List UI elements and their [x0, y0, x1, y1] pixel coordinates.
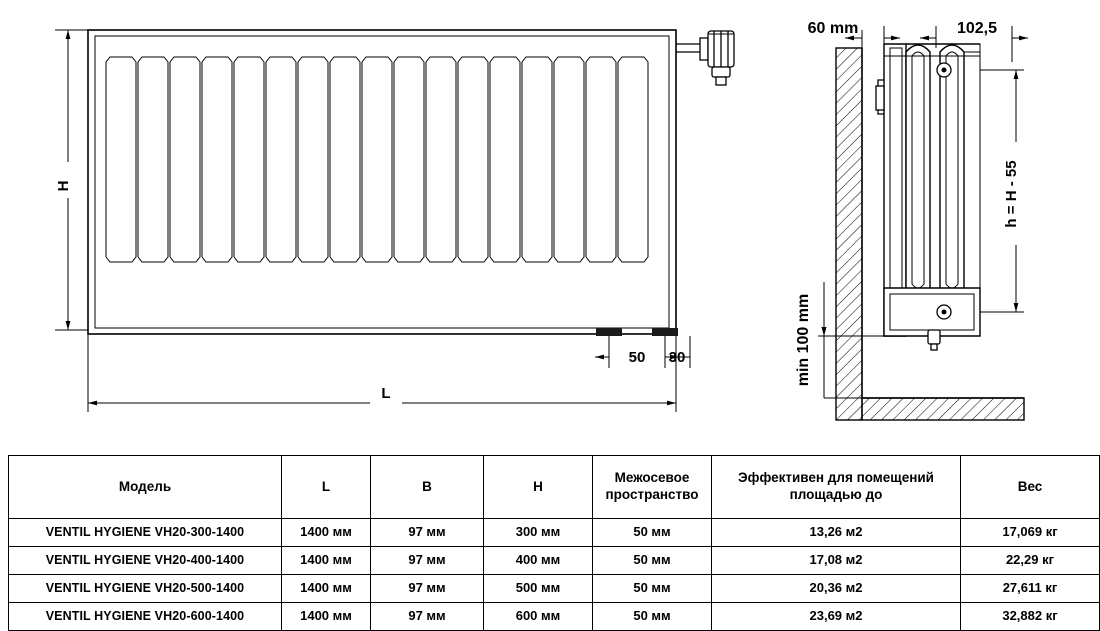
cell-model: VENTIL HYGIENE VH20-300-1400 — [9, 519, 282, 547]
cell-weight: 17,069 кг — [961, 519, 1100, 547]
cell-h: 600 мм — [484, 603, 593, 631]
header-h: H — [484, 456, 593, 519]
floor-hatched — [862, 398, 1024, 420]
header-l: L — [282, 456, 371, 519]
header-effective-area-line2: площадью до — [789, 487, 883, 502]
cell-l: 1400 мм — [282, 575, 371, 603]
wall-hatched — [836, 48, 862, 420]
cell-b: 97 мм — [371, 575, 484, 603]
label-h-minus-55: h = H - 55 — [1003, 160, 1020, 228]
label-h: H — [55, 180, 72, 192]
thermostatic-valve-head — [676, 31, 734, 85]
header-center-distance-line1: Межосевое — [614, 470, 690, 486]
cell-center-distance: 50 мм — [593, 547, 712, 575]
header-effective-area — [712, 456, 961, 519]
cell-effective-area: 17,08 м2 — [712, 547, 961, 575]
cell-center-distance: 50 мм — [593, 575, 712, 603]
cell-effective-area: 23,69 м2 — [712, 603, 961, 631]
cell-effective-area: 20,36 м2 — [712, 575, 961, 603]
label-dim-30: 30 — [668, 349, 686, 366]
cell-b: 97 мм — [371, 519, 484, 547]
specification-table — [8, 455, 1100, 631]
label-dim-50: 50 — [628, 349, 646, 366]
cell-model: VENTIL HYGIENE VH20-500-1400 — [9, 575, 282, 603]
cell-model: VENTIL HYGIENE VH20-400-1400 — [9, 547, 282, 575]
dim-h-front — [55, 30, 72, 330]
cell-model: VENTIL HYGIENE VH20-600-1400 — [9, 603, 282, 631]
cell-h: 300 мм — [484, 519, 593, 547]
radiator-fins — [106, 57, 648, 262]
header-center-distance-line2: пространство — [605, 487, 699, 502]
front-view — [55, 30, 734, 412]
label-102-5: 102,5 — [956, 20, 998, 37]
dim-l-front — [88, 385, 676, 403]
cell-effective-area: 13,26 м2 — [712, 519, 961, 547]
table-row — [9, 575, 1100, 603]
header-b: B — [371, 456, 484, 519]
side-view — [795, 20, 1028, 420]
cell-b: 97 мм — [371, 603, 484, 631]
label-60mm: 60 mm — [807, 20, 859, 37]
table-row — [9, 547, 1100, 575]
cell-weight: 27,611 кг — [961, 575, 1100, 603]
table-header-row — [9, 456, 1100, 519]
radiator-side-section — [884, 44, 980, 336]
cell-l: 1400 мм — [282, 603, 371, 631]
cell-l: 1400 мм — [282, 519, 371, 547]
label-l: L — [381, 385, 391, 402]
cell-h: 400 мм — [484, 547, 593, 575]
header-effective-area-line1: Эффективен для помещений — [738, 470, 934, 486]
cell-weight: 32,882 кг — [961, 603, 1100, 631]
cell-center-distance: 50 мм — [593, 519, 712, 547]
table-row — [9, 603, 1100, 631]
table-row — [9, 519, 1100, 547]
label-min-100mm: min 100 mm — [795, 293, 812, 387]
cell-h: 500 мм — [484, 575, 593, 603]
header-model: Модель — [9, 456, 282, 519]
cell-b: 97 мм — [371, 547, 484, 575]
cell-weight: 22,29 кг — [961, 547, 1100, 575]
cell-l: 1400 мм — [282, 547, 371, 575]
header-weight: Вес — [961, 456, 1100, 519]
header-center-distance — [593, 456, 712, 519]
cell-center-distance: 50 мм — [593, 603, 712, 631]
